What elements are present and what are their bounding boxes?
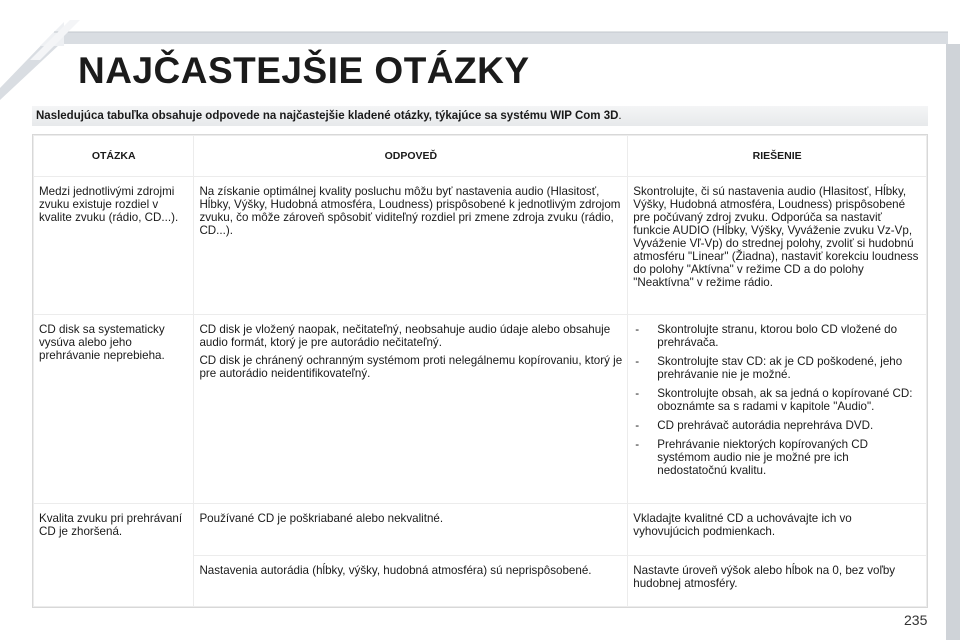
- table-row: [34, 315, 926, 503]
- header-solution: RIEŠENIE: [628, 136, 926, 176]
- table-row: [34, 177, 926, 314]
- answer-cell: [194, 504, 627, 554]
- answer-text: Na získanie optimálnej kvality posluchu môžu byť nastavenia audio (Hlasitosť, Hĺbky, Výšky, Hudobná atmosféra, Loudness) prispôsobené k jednotlivým zdrojom zvuku, čo môže zároveň spôsobiť viditeľný rozdiel pri zmene zdroja zvuku (rádio, CD...).: [199, 185, 621, 237]
- page-number: 235: [904, 612, 928, 628]
- answer-cell: [194, 556, 627, 607]
- question-cell: Medzi jednotlivými zdrojmi zvuku existuje rozdiel v kvalite zvuku (rádio, CD...).: [34, 177, 193, 314]
- question-cell: CD disk sa systematicky vysúva alebo jeho prehrávanie neprebieha.: [34, 315, 193, 503]
- table-row: [34, 504, 926, 554]
- table-header-row: [34, 136, 926, 176]
- intro-banner: [32, 106, 928, 126]
- answer-cell: [194, 315, 627, 503]
- solution-cell: Vkladajte kvalitné CD a uchovávajte ich vo vyhovujúcich podmienkach.: [628, 504, 926, 554]
- page-title: NAJČASTEJŠIE OTÁZKY: [78, 50, 530, 91]
- list-item: - CD prehrávač autorádia neprehráva DVD.: [633, 419, 921, 432]
- intro-suffix: .: [618, 110, 622, 122]
- answer-text: Nastavenia autorádia (hĺbky, výšky, hudobná atmosféra) sú neprispôsobené.: [199, 563, 592, 577]
- answer-text: CD disk je chránený ochranným systémom proti nelegálnemu kopírovaniu, ktorý je pre autorádio neidentifikovateľný.: [199, 354, 623, 381]
- answer-text: CD disk je vložený naopak, nečitateľný, neobsahuje audio údaje alebo obsahuje audio formát, ktorý je pre autorádio nečitateľný.: [199, 323, 611, 350]
- answer-text: Používané CD je poškriabané alebo nekvalitné.: [199, 512, 444, 526]
- solution-cell: Skontrolujte, či sú nastavenia audio (Hlasitosť, Hĺbky, Výšky, Hudobná atmosféra, Loudness) prispôsobené pre počúvaný zdroj zvuku. Odporúča sa nastaviť funkcie AUDIO (Hĺbky, Výšky, Vyváženie zvuku Vz-Vp, Vyváženie Vľ-Vp) do strednej polohy, zvoliť si hudobnú atmosféru "Linear" (Žiadna), nastaviť korekciu loudness do polohy "Aktívna" v režime CD a do polohy "Neaktívna" v režime rádio.: [628, 177, 926, 314]
- solution-cell: [628, 315, 926, 503]
- faq-table-container: [32, 134, 928, 608]
- solution-list: [633, 323, 921, 477]
- intro-text: Nasledujúca tabuľka obsahuje odpovede na najčastejšie kladené otázky, týkajúce sa systému WIP Com 3D: [36, 110, 619, 122]
- list-item: - Prehrávanie niektorých kopírovaných CD systémom audio nie je možné pre ich nedostatočnú kvalitu.: [633, 438, 921, 477]
- header-question: OTÁZKA: [34, 136, 193, 176]
- header-answer: ODPOVEĎ: [194, 136, 627, 176]
- side-bar: [946, 44, 960, 640]
- solution-cell: Nastavte úroveň výšok alebo hĺbok na 0, bez voľby hudobnej atmosféry.: [628, 556, 926, 607]
- question-cell: Kvalita zvuku pri prehrávaní CD je zhoršená.: [34, 504, 193, 606]
- answer-cell: [194, 177, 627, 314]
- list-item: - Skontrolujte obsah, ak sa jedná o kopírované CD: oboznámte sa s radami v kapitole "Audio".: [633, 387, 921, 413]
- faq-table: [33, 135, 927, 607]
- list-item: - Skontrolujte stav CD: ak je CD poškodené, jeho prehrávanie nie je možné.: [633, 355, 921, 381]
- list-item: - Skontrolujte stranu, ktorou bolo CD vložené do prehrávača.: [633, 323, 921, 349]
